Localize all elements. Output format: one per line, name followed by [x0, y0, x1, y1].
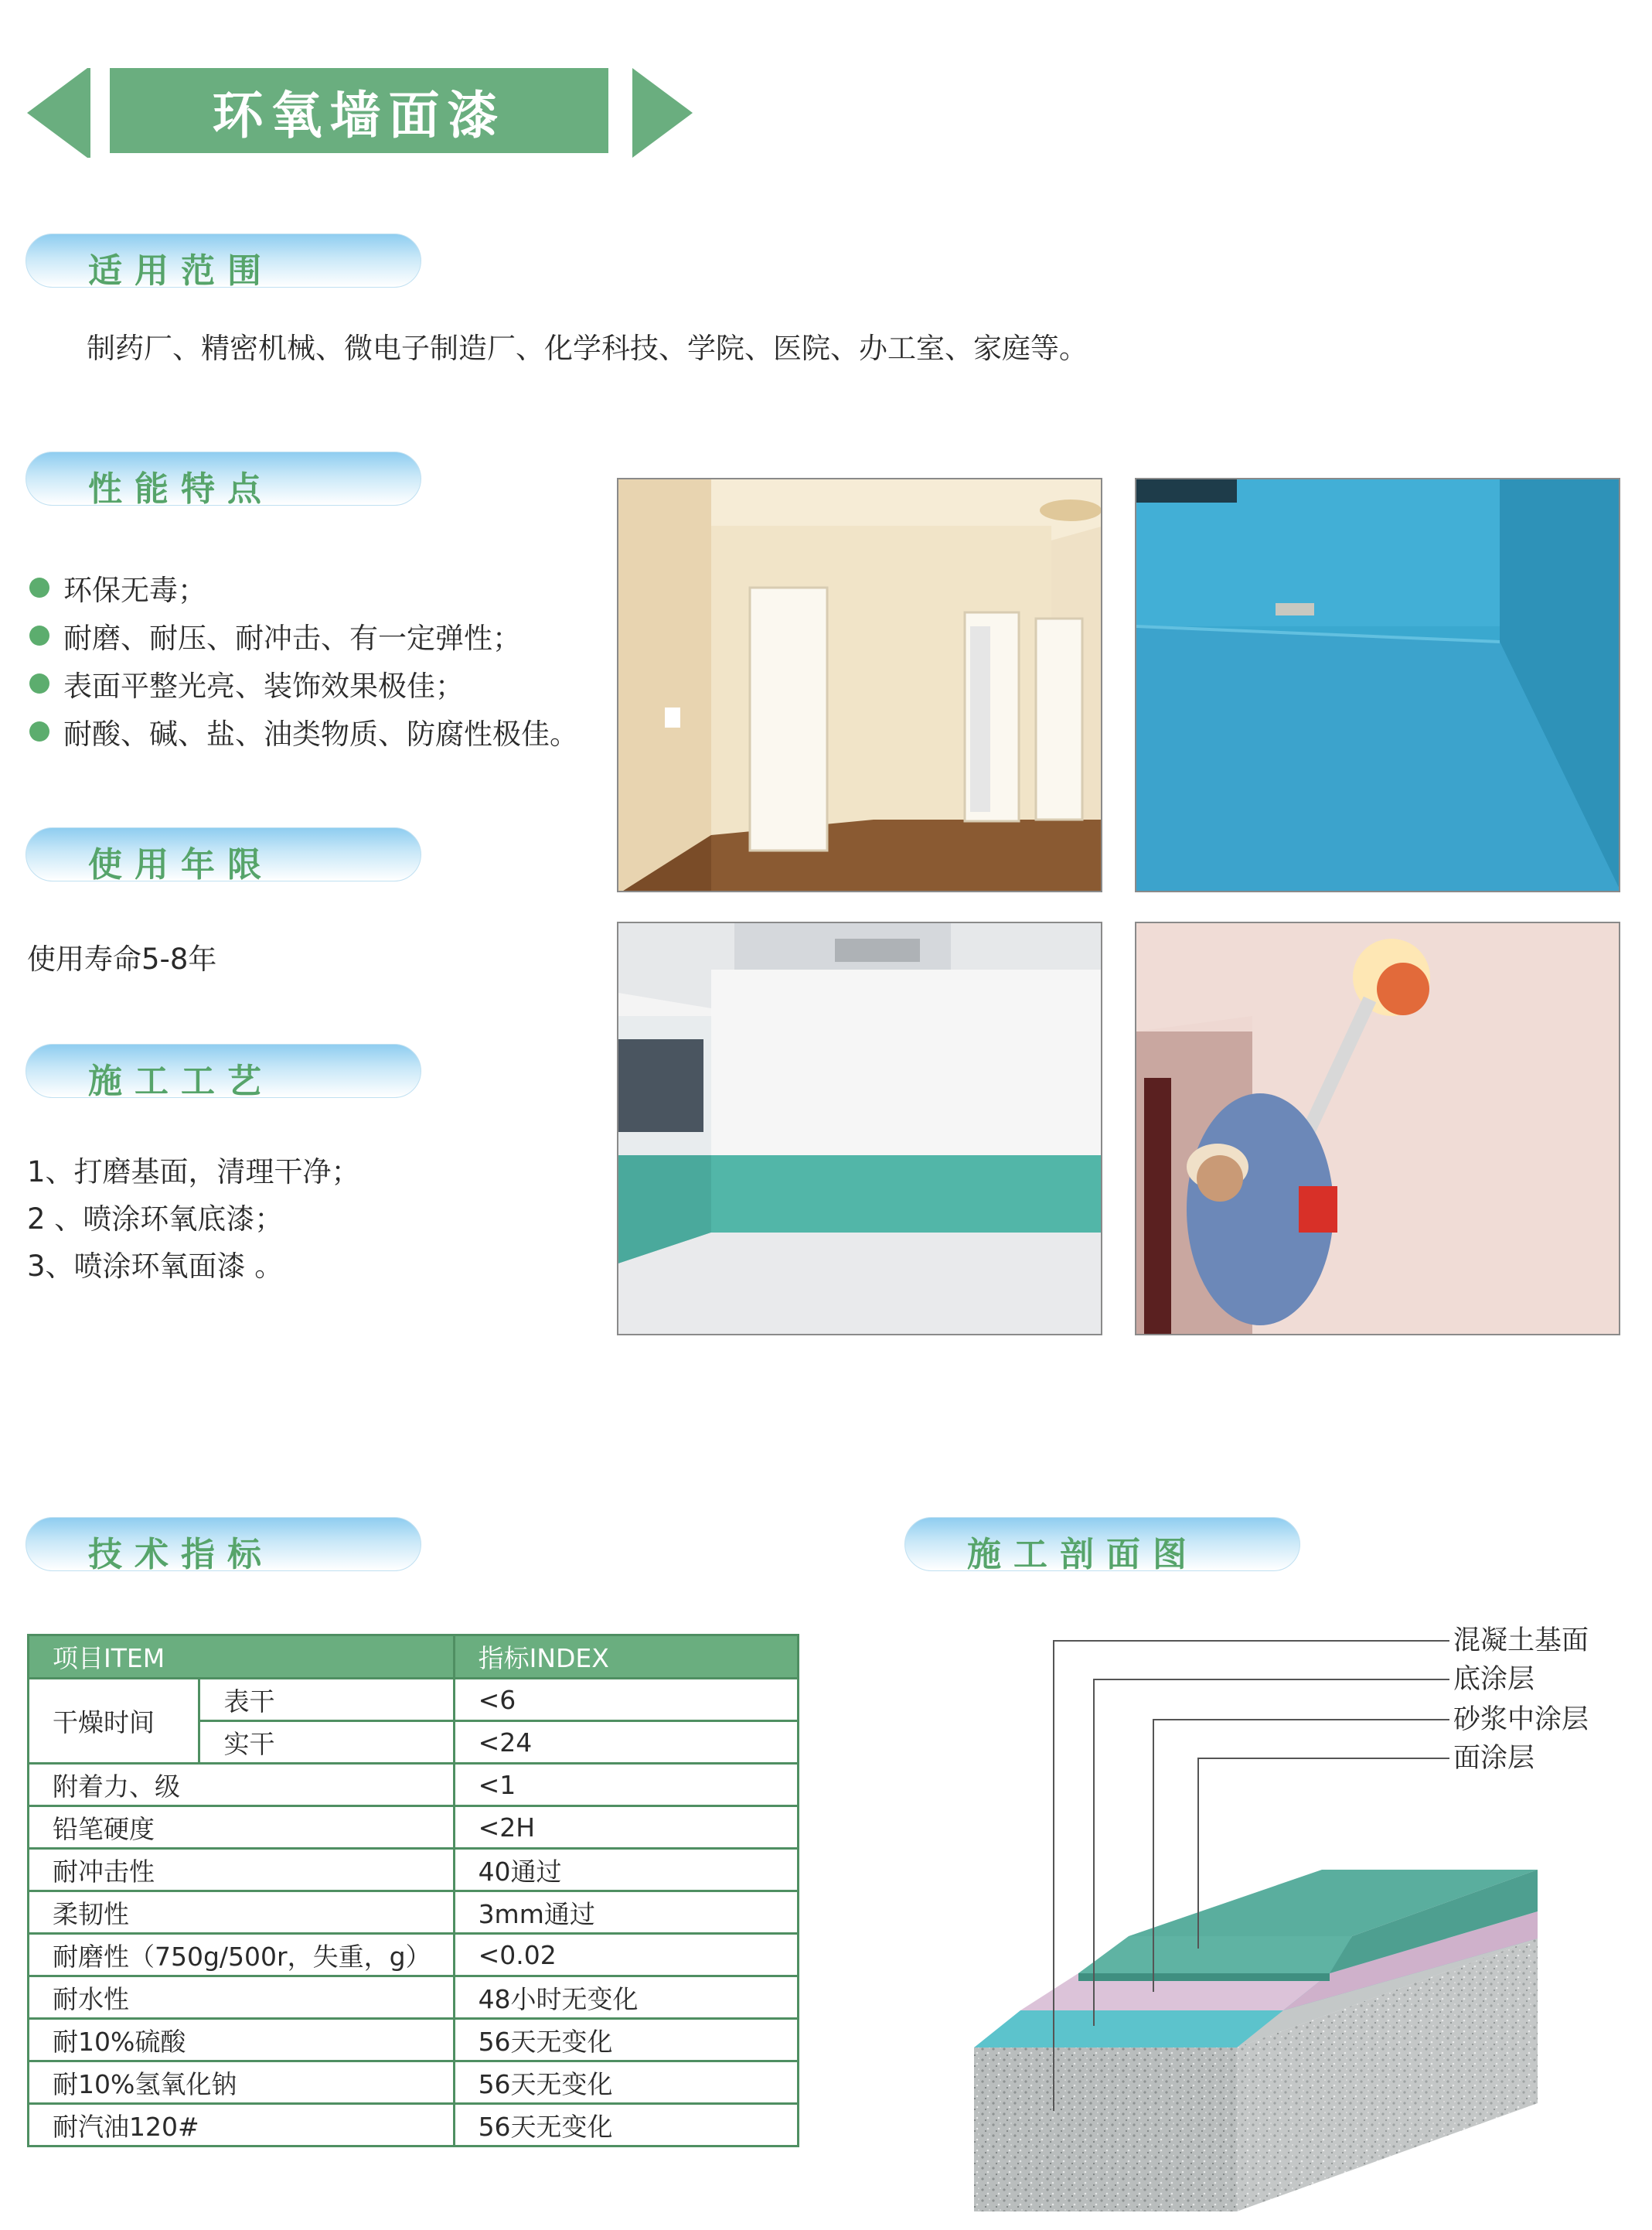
label-mortar: 砂浆中涂层: [1453, 1704, 1589, 1735]
drying-label: 干燥时间: [29, 1679, 199, 1764]
table-cell-value: <2H: [454, 1806, 798, 1849]
table-cell-value: <1: [454, 1764, 798, 1806]
table-row: [29, 1806, 799, 1849]
top-coat-front-edge: [1078, 1973, 1330, 1981]
feature-text: 耐酸、碱、盐、油类物质、防腐性极佳。: [63, 718, 578, 751]
process-step: 1、打磨基面，清理干净；: [27, 1155, 360, 1188]
primer-layer: [974, 2010, 1283, 2048]
label-primer: 底涂层: [1453, 1664, 1535, 1695]
table-row: [29, 1849, 799, 1891]
table-cell-value: 56天无变化: [454, 2104, 798, 2146]
lifespan-heading-label: 使用年限: [88, 845, 274, 885]
right-arrow-icon: [632, 68, 693, 158]
room-image: [618, 923, 1102, 1335]
table-header-index: 指标INDEX: [454, 1635, 798, 1679]
specs-heading-label: 技术指标: [88, 1535, 274, 1574]
table-cell-item: 铅笔硬度: [29, 1806, 455, 1849]
table-cell-item: 耐水性: [29, 1976, 455, 2019]
scope-heading: [26, 234, 421, 291]
specs-table: [27, 1634, 799, 2147]
table-row: [29, 1891, 799, 1934]
specs-heading: [26, 1517, 421, 1574]
table-cell-value: <0.02: [454, 1934, 798, 1976]
bullet-dot-icon: [29, 578, 49, 598]
table-header-row: [29, 1635, 799, 1679]
photo-blue-wall: [1135, 478, 1620, 892]
table-cell-item: 耐冲击性: [29, 1849, 455, 1891]
bullet-dot-icon: [29, 673, 49, 694]
table-cell-item: 耐汽油120#: [29, 2104, 455, 2146]
table-row: [29, 2104, 799, 2146]
table-cell-value: <6: [454, 1679, 798, 1721]
table-cell-sub: 表干: [199, 1679, 454, 1721]
diagram-heading: [904, 1517, 1300, 1574]
lifespan-text: 使用寿命5-8年: [27, 943, 217, 976]
feature-text: 耐磨、耐压、耐冲击、有一定弹性；: [63, 622, 521, 655]
scope-text: 制药厂、精密机械、微电子制造厂、化学科技、学院、医院、办工室、家庭等。: [87, 332, 1088, 365]
table-row: [29, 1679, 799, 1721]
label-concrete: 混凝土基面: [1453, 1625, 1589, 1656]
table-cell-item: 柔韧性: [29, 1891, 455, 1934]
table-header-item: 项目ITEM: [29, 1635, 455, 1679]
table-cell-value: 56天无变化: [454, 2061, 798, 2104]
process-heading: [26, 1044, 421, 1101]
table-cell-item: 耐磨性（750g/500r，失重，g）: [29, 1934, 455, 1976]
table-cell-value: 40通过: [454, 1849, 798, 1891]
concrete-front: [974, 2048, 1237, 2211]
diagram-heading-label: 施工剖面图: [967, 1535, 1199, 1574]
table-cell-value: 56天无变化: [454, 2019, 798, 2061]
bullet-dot-icon: [29, 721, 49, 742]
table-cell-item: 耐10%氢氧化钠: [29, 2061, 455, 2104]
feature-text: 表面平整光亮、装饰效果极佳；: [63, 670, 464, 703]
top-coat-layer: [1078, 1936, 1352, 1973]
hallway-image: [618, 479, 1102, 892]
table-row: [29, 2061, 799, 2104]
table-cell-value: 48小时无变化: [454, 1976, 798, 2019]
page-title: 环氧墙面漆: [110, 68, 608, 153]
blue-wall-image: [1136, 479, 1620, 892]
table-row: [29, 1976, 799, 2019]
features-heading: [26, 452, 421, 509]
list-item: [29, 615, 521, 656]
table-cell-item: 耐10%硫酸: [29, 2019, 455, 2061]
photo-room-painted: [617, 922, 1102, 1335]
process-step: 2 、喷涂环氧底漆；: [27, 1202, 284, 1236]
table-row: [29, 1934, 799, 1976]
process-heading-label: 施工工艺: [88, 1062, 274, 1101]
lifespan-heading: [26, 827, 421, 885]
scope-heading-label: 适用范围: [88, 251, 274, 291]
label-topcoat: 面涂层: [1453, 1743, 1535, 1774]
list-item: [29, 663, 464, 704]
table-row: [29, 1764, 799, 1806]
bullet-dot-icon: [29, 626, 49, 646]
features-heading-label: 性能特点: [88, 469, 274, 509]
left-arrow-icon: [27, 68, 87, 158]
photo-sanding: [1135, 922, 1620, 1335]
list-item: [29, 567, 206, 609]
table-cell-value: 3mm通过: [454, 1891, 798, 1934]
table-row: [29, 2019, 799, 2061]
list-item: [29, 711, 578, 752]
photo-hallway: [617, 478, 1102, 892]
table-cell-item: 附着力、级: [29, 1764, 455, 1806]
table-cell-sub: 实干: [199, 1721, 454, 1764]
left-arrow-bar: [87, 68, 90, 158]
table-cell-value: <24: [454, 1721, 798, 1764]
sanding-image: [1136, 923, 1620, 1335]
process-step: 3、喷涂环氧面漆 。: [27, 1250, 284, 1283]
feature-text: 环保无毒；: [63, 574, 206, 607]
